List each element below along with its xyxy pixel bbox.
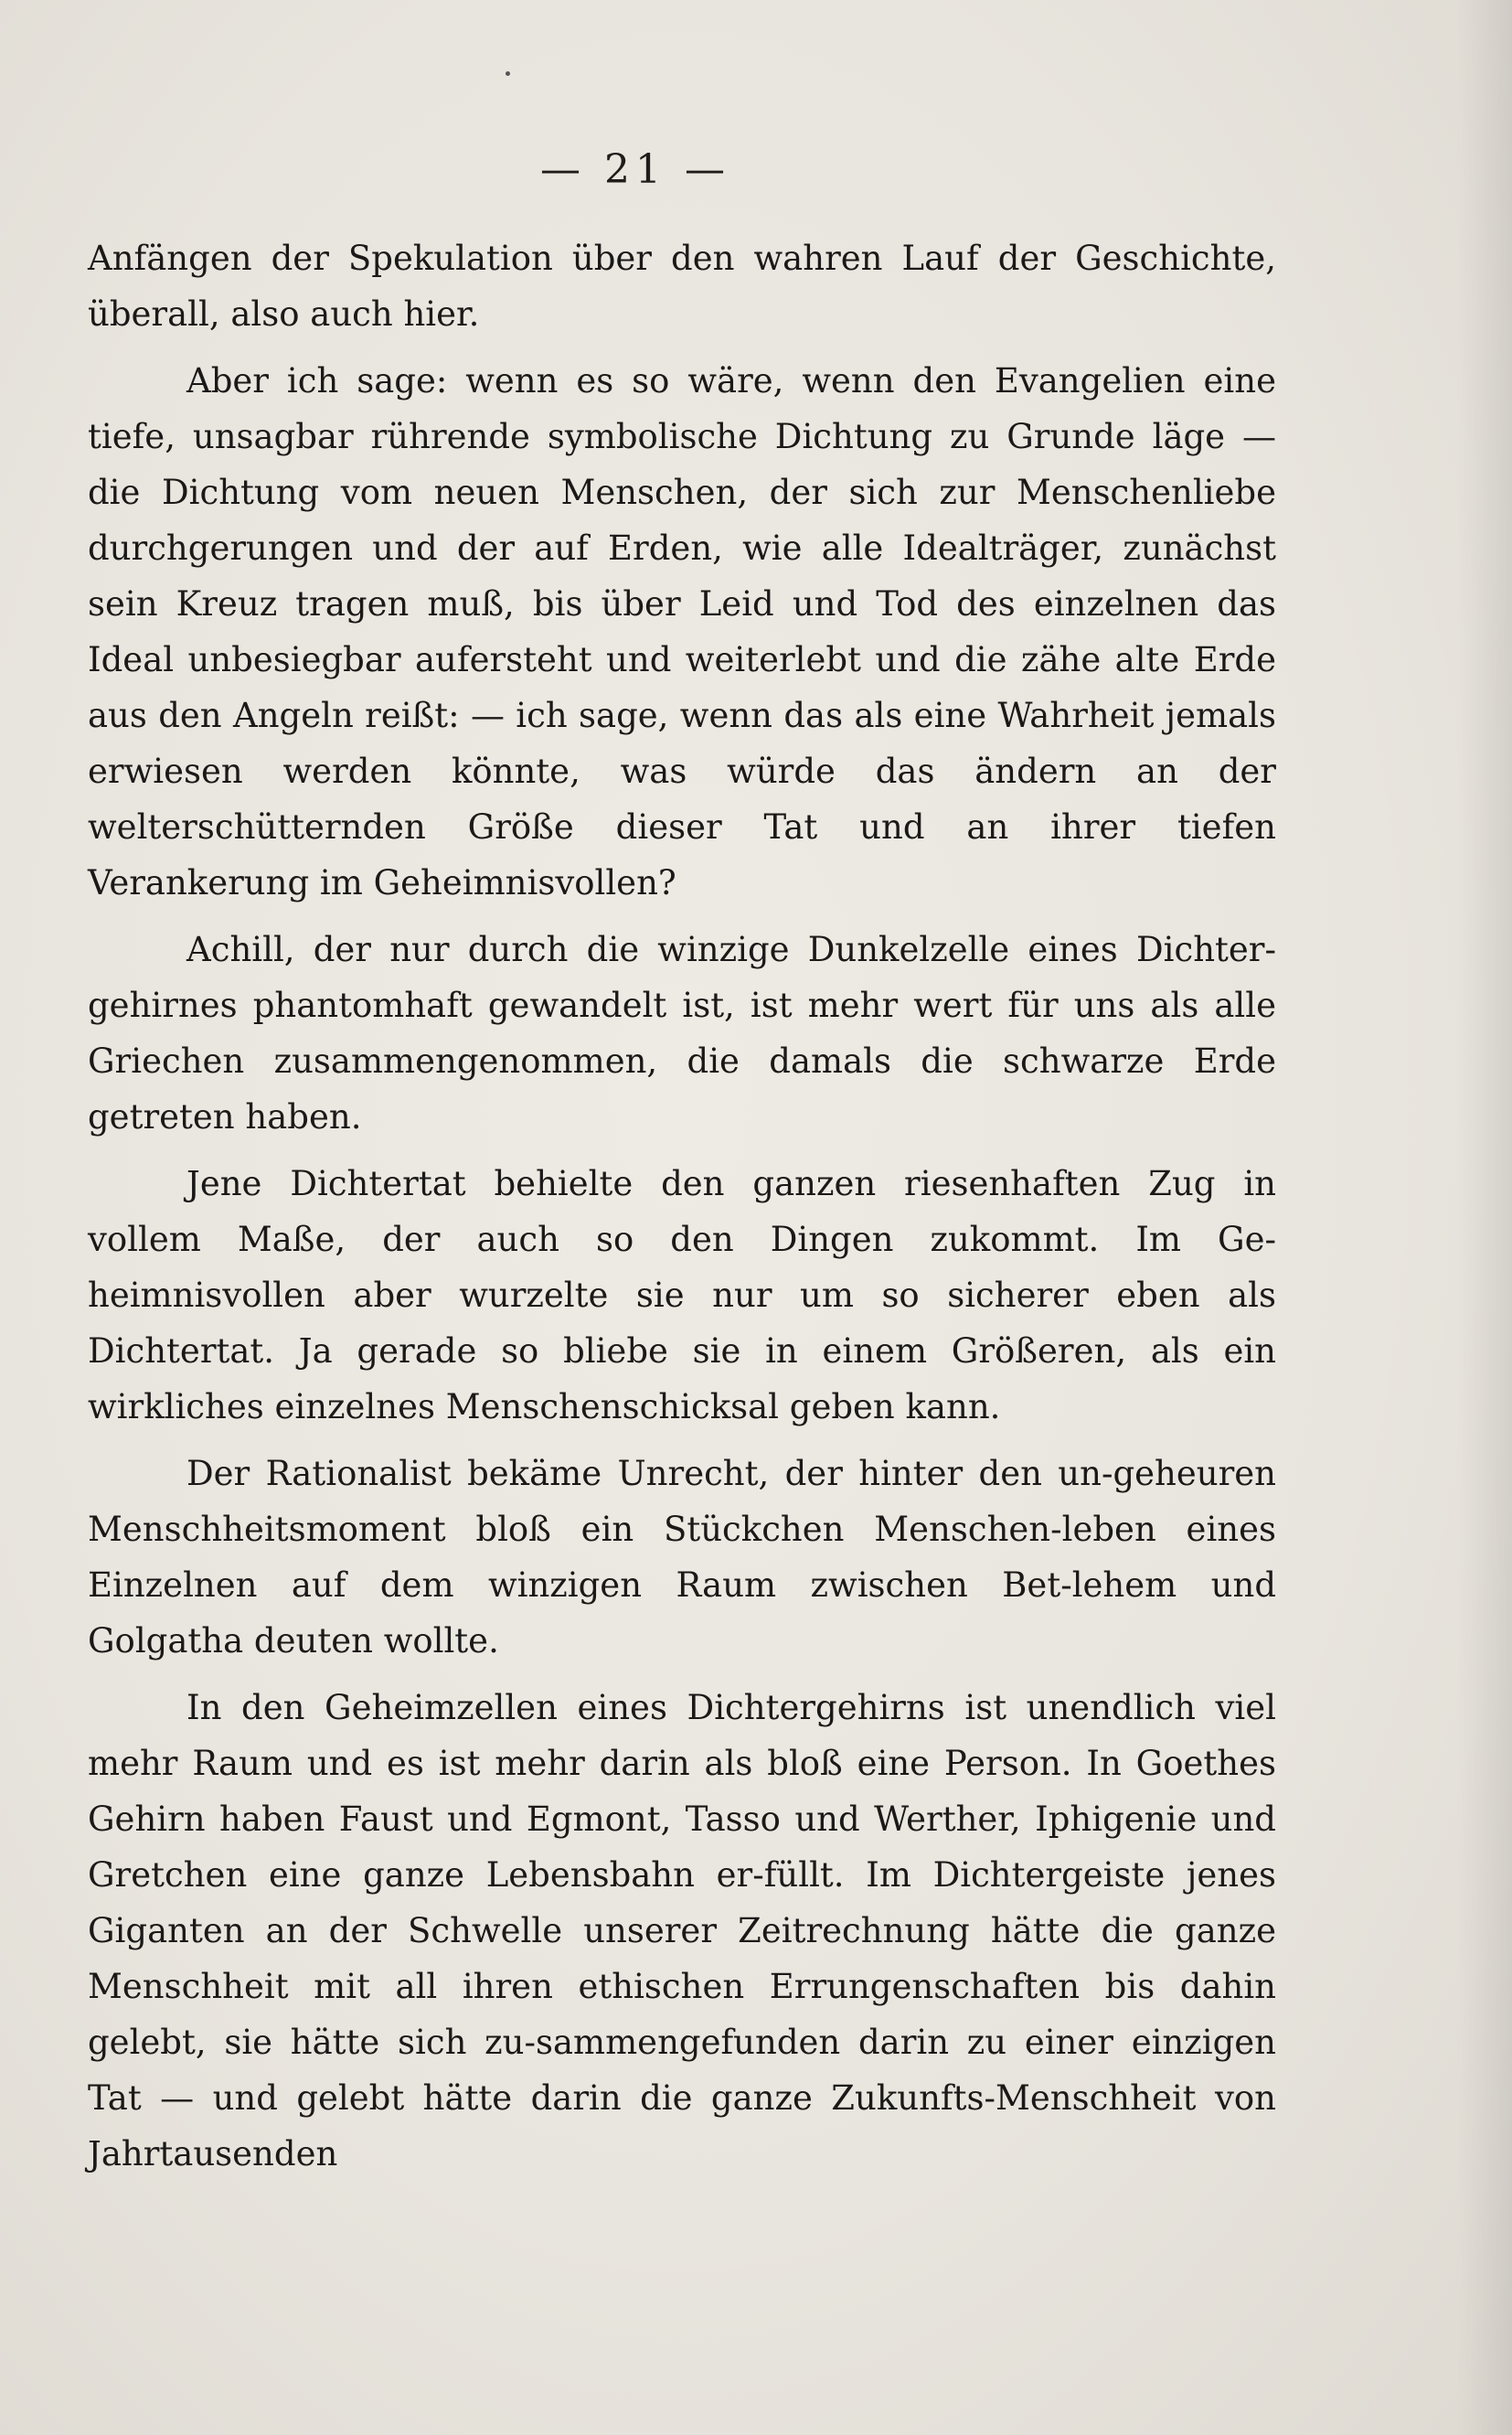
paragraph-6: In den Geheimzellen eines Dichtergehirns ist unendlich viel mehr Raum und es ist mehr darin als bloß eine Person. In Goethes Gehirn haben Faust und Egmont, Tasso und Werther, Iphigenie und Gretchen eine ganze Lebensbahn er-füllt. Im Dichtergeiste jenes Giganten an der Schwelle unserer Zeitrechnung hätte die ganze Menschheit mit all ihren ethischen Errungenschaften bis dahin gelebt, sie hätte sich zu-sammengefunden darin zu einer einzigen Tat — und gelebt hätte darin die ganze Zukunfts-Menschheit von Jahrtausenden [88,1688,1276,2173]
page-number: — 21 — [540,146,730,193]
paragraph-1: Anfängen der Spekulation über den wahren Lauf der Geschichte, überall, also auch hier. [88,239,1276,334]
page-edge-shadow [1457,0,1512,2435]
paragraph-2: Aber ich sage: wenn es so wäre, wenn den Evangelien eine tiefe, unsagbar rührende symbolische Dichtung zu Grunde läge — die Dichtung vom neuen Menschen, der sich zur Menschenliebe durchgerungen und der auf Erden, wie alle Idealträger, zunächst sein Kreuz tragen muß, bis über Leid und Tod des einzelnen das Ideal unbesiegbar aufersteht und weiterlebt und die zähe alte Erde aus den Angeln reißt: — ich sage, wenn das als eine Wahrheit jemals erwiesen werden könnte, was würde das ändern an der welterschütternden Größe dieser Tat und an ihrer tiefen Verankerung im Geheimnisvollen? [88,361,1276,902]
paper-speck [506,71,510,76]
body-text [88,230,1276,2193]
paragraph-5: Der Rationalist bekäme Unrecht, der hinter den un-geheuren Menschheitsmoment bloß ein Stückchen Menschen-leben eines Einzelnen auf dem winzigen Raum zwischen Bet-lehem und Golgatha deuten wollte. [88,1454,1276,1661]
paragraph-4: Jene Dichtertat behielte den ganzen riesenhaften Zug in vollem Maße, der auch so den Dingen zukommt. Im Ge-heimnisvollen aber wurzelte sie nur um so sicherer eben als Dichtertat. Ja gerade so bliebe sie in einem Größeren, als ein wirkliches einzelnes Menschenschicksal geben kann. [88,1164,1276,1426]
paragraph-3: Achill, der nur durch die winzige Dunkelzelle eines Dichter-gehirnes phantomhaft gewandelt ist, ist mehr wert für uns als alle Griechen zusammengenommen, die damals die schwarze Erde getreten haben. [88,930,1276,1137]
